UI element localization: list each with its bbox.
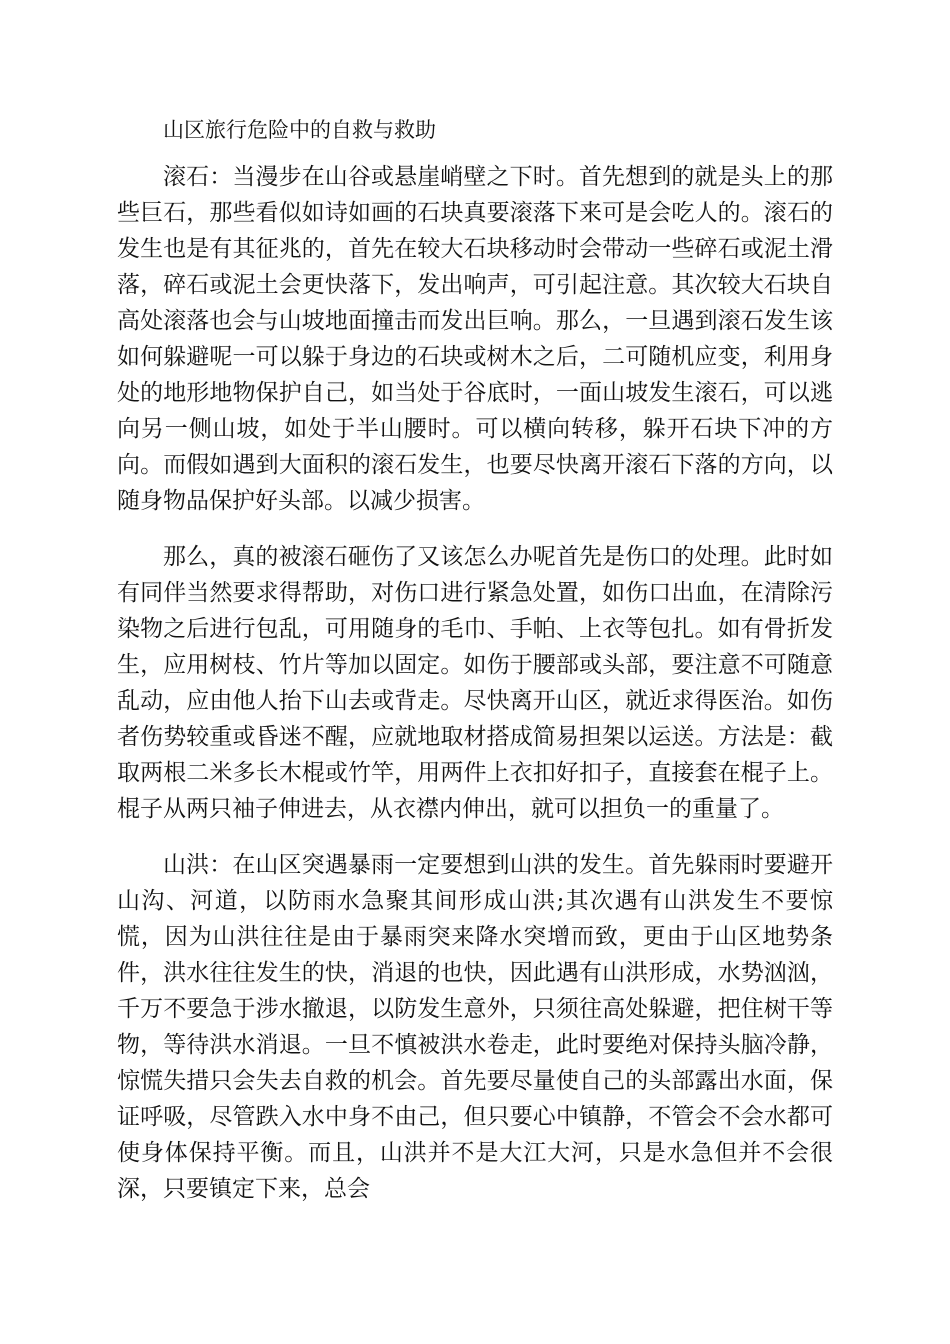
paragraph-injury-treatment: 那么，真的被滚石砸伤了又该怎么办呢首先是伤口的处理。此时如有同伴当然要求得帮助，对伤口进行紧急处置，如伤口出血，在清除污染物之后进行包乱，可用随身的毛巾、手帕、上衣等包扎。如有骨折发生，应用树枝、竹片等加以固定。如伤于腰部或头部，要注意不可随意乱动，应由他人抬下山去或背走。尽快离开山区，就近求得医治。如伤者伤势较重或昏迷不醒，应就地取材搭成简易担架以运送。方法是：截取两根二米多长木棍或竹竿，用两件上衣扣好扣子，直接套在棍子上。棍子从两只袖子伸进去，从衣襟内伸出，就可以担负一的重量了。 <box>117 544 833 822</box>
document-title: 山区旅行危险中的自救与救助 <box>163 118 436 142</box>
paragraph-rockfall: 滚石：当漫步在山谷或悬崖峭壁之下时。首先想到的就是头上的那些巨石，那些看似如诗如画的石块真要滚落下来可是会吃人的。滚石的发生也是有其征兆的，首先在较大石块移动时会带动一些碎石或泥土滑落，碎石或泥土会更快落下，发出响声，可引起注意。其次较大石块自高处滚落也会与山坡地面撞击而发出巨响。那么，一旦遇到滚石发生该如何躲避呢一可以躲于身边的石块或树木之后，二可随机应变，利用身处的地形地物保护自己，如当处于谷底时，一面山坡发生滚石，可以逃向另一侧山坡，如处于半山腰时。可以横向转移，躲开石块下冲的方向。而假如遇到大面积的滚石发生，也要尽快离开滚石下落的方向，以随身物品保护好头部。以减少损害。 <box>117 164 833 514</box>
paragraph-flash-flood: 山洪：在山区突遇暴雨一定要想到山洪的发生。首先躲雨时要避开山沟、河道，以防雨水急聚其间形成山洪;其次遇有山洪发生不要惊慌，因为山洪往往是由于暴雨突来降水突增而致，更由于山区地势条件，洪水往往发生的快，消退的也快，因此遇有山洪形成，水势汹汹，千万不要急于涉水撤退，以防发生意外，只须往高处躲避，把住树干等物，等待洪水消退。一旦不慎被洪水卷走，此时要绝对保持头脑冷静，惊慌失措只会失去自救的机会。首先要尽量使自己的头部露出水面，保证呼吸，尽管跌入水中身不由己，但只要心中镇静，不管会不会水都可使身体保持平衡。而且，山洪并不是大江大河，只是水急但并不会很深，只要镇定下来，总会 <box>117 852 833 1202</box>
document-body <box>117 112 833 1227</box>
